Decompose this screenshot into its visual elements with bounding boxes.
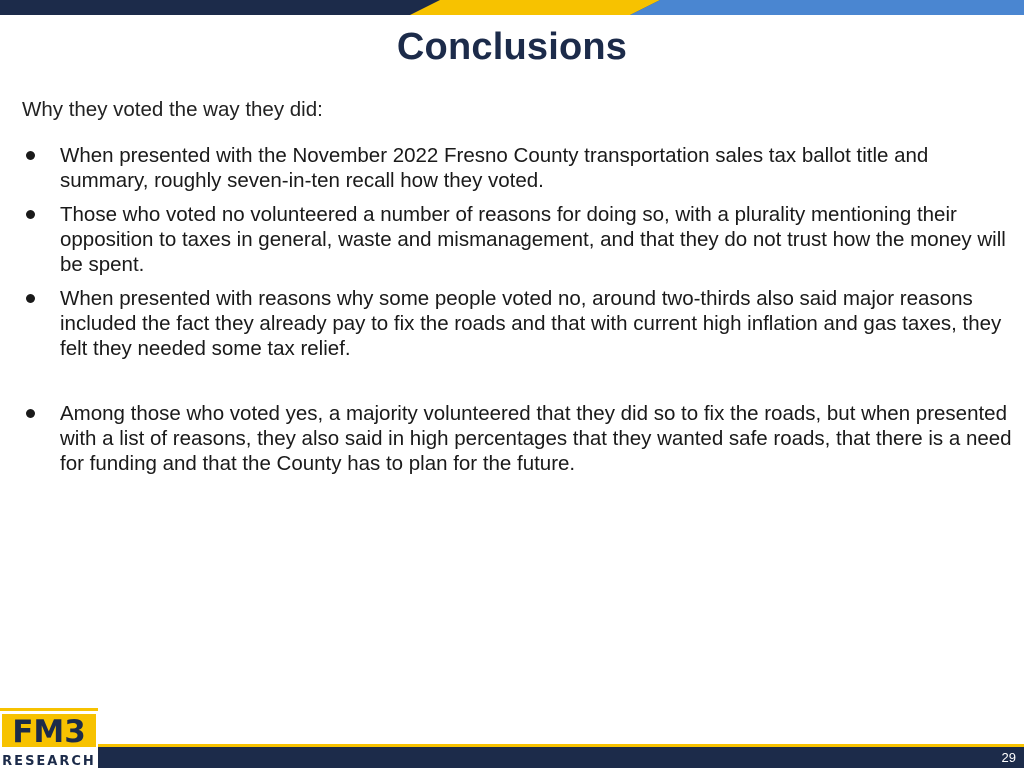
intro-text: Why they voted the way they did: [22,98,323,121]
bullet-text: When presented with reasons why some people voted no, around two-thirds also said major reasons included the fact they already pay to fix the roads and that with current high inflation and gas taxes, they felt they needed some tax relief. [60,287,1002,360]
logo-text: FM3 [12,714,86,750]
top-decorative-band [0,0,1024,15]
conclusion-list [22,143,1017,485]
bullet-icon [26,409,35,418]
bullet-icon [26,210,35,219]
list-item [22,143,1017,193]
list-item [22,286,1017,361]
bullet-icon [26,151,35,160]
fm3-research-logo [0,708,98,768]
bullet-text: Among those who voted yes, a majority volunteered that they did so to fix the roads, but when presented with a list of reasons, they also said in high percentages that they wanted safe roads, that there is a need for funding and that the County has to plan for the future. [60,402,1012,475]
bullet-icon [26,294,35,303]
bullet-text: Those who voted no volunteered a number of reasons for doing so, with a plurality mentioning their opposition to taxes in general, waste and mismanagement, and that they do not trust how the money will be spent. [60,203,1006,276]
list-item [22,202,1017,277]
page-number: 29 [1001,750,1016,765]
logo-subtext: RESEARCH [2,754,96,768]
list-item [22,401,1017,476]
bullet-text: When presented with the November 2022 Fresno County transportation sales tax ballot title and summary, roughly seven-in-ten recall how they voted. [60,144,929,192]
slide-title: Conclusions [396,26,628,68]
footer-decorative-band [0,744,1024,768]
